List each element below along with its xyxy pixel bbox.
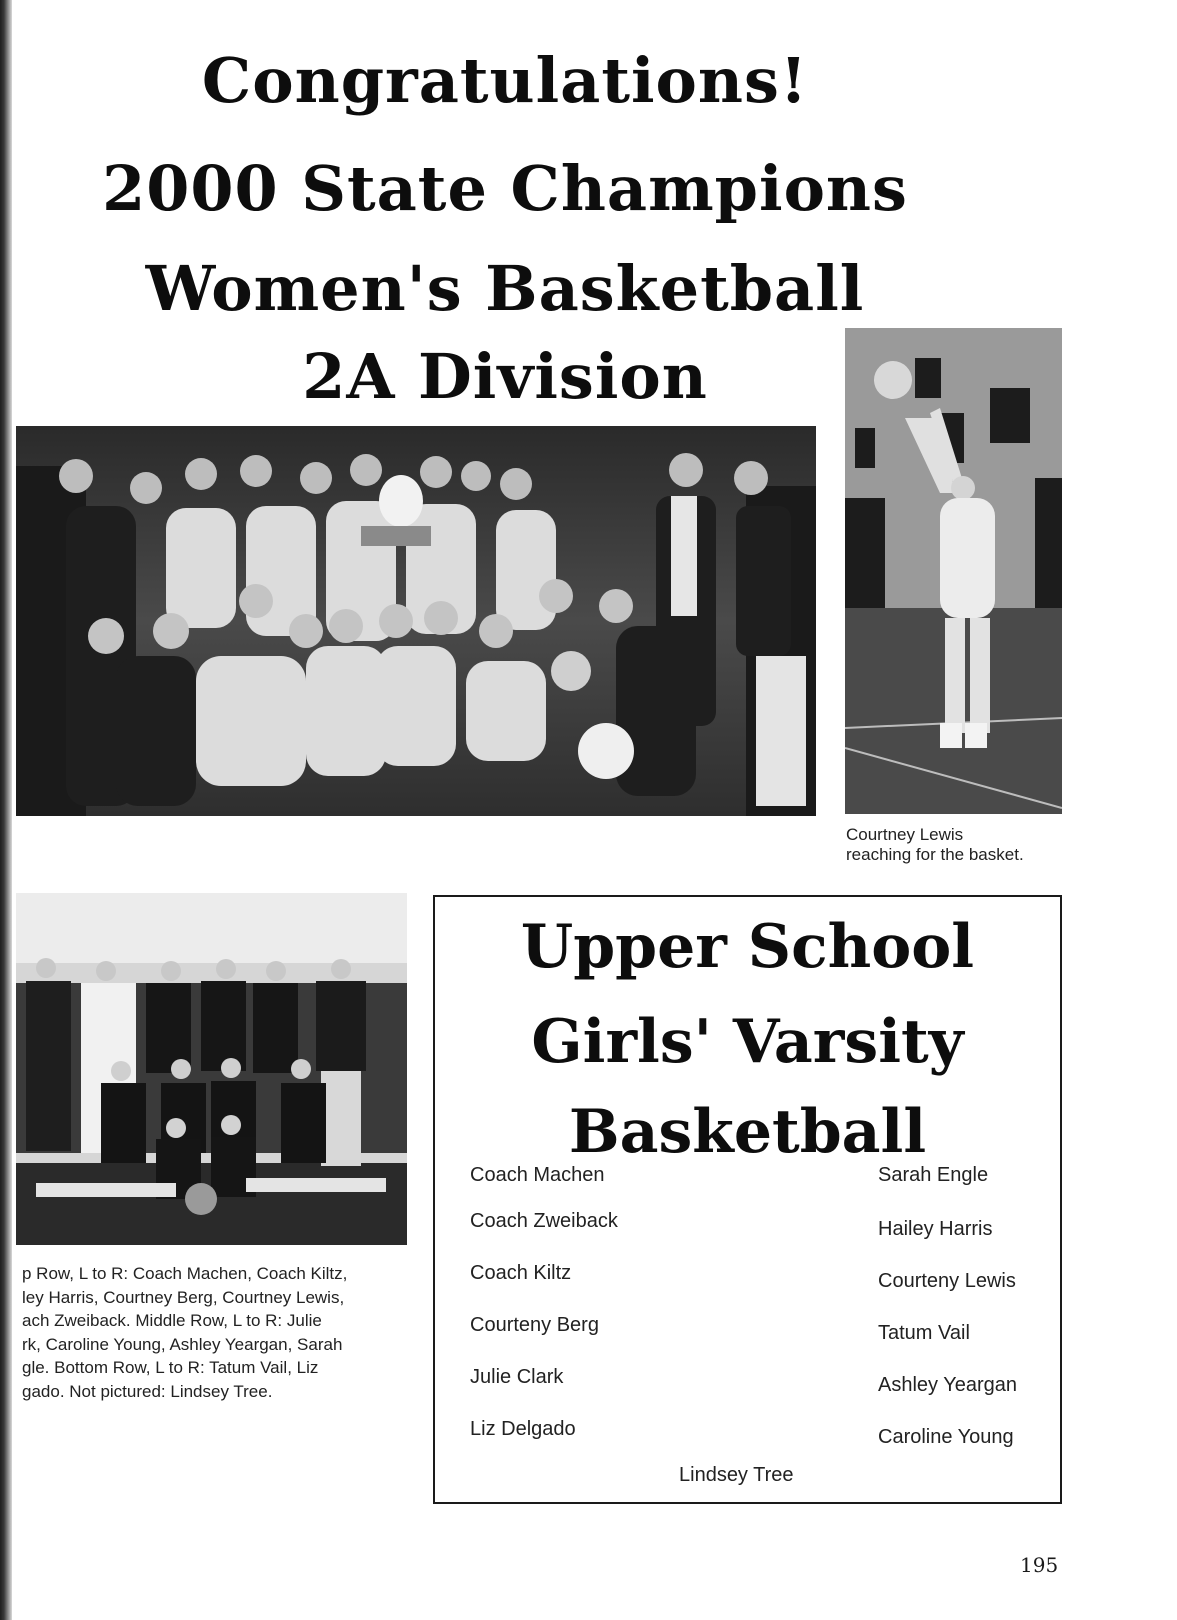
roster-name-right: Courteny Lewis bbox=[878, 1270, 1016, 1292]
roster-title-basketball: Basketball bbox=[568, 1097, 927, 1167]
page-binding-shadow bbox=[0, 0, 12, 1620]
roster-name-right: Caroline Young bbox=[878, 1426, 1014, 1448]
roster-caption-line: gle. Bottom Row, L to R: Tatum Vail, Liz bbox=[22, 1358, 319, 1377]
roster-title-upper-school: Upper School bbox=[520, 912, 975, 982]
headline-division: 2A Division bbox=[302, 340, 708, 413]
roster-caption-line: rk, Caroline Young, Ashley Yeargan, Sarah bbox=[22, 1334, 343, 1354]
roster-caption-line: ach Zweiback. Middle Row, L to R: Julie bbox=[22, 1311, 322, 1330]
roster-caption-line: p Row, L to R: Coach Machen, Coach Kiltz, bbox=[22, 1264, 348, 1283]
shooter-caption bbox=[846, 825, 1024, 865]
roster-name-left: Coach Kiltz bbox=[470, 1262, 572, 1284]
roster-name-left: Coach Machen bbox=[470, 1164, 605, 1186]
headline-state-champions: 2000 State Champions bbox=[102, 152, 908, 225]
roster-name-not-pictured: Lindsey Tree bbox=[679, 1464, 794, 1486]
roster-caption-line: ley Harris, Courtney Berg, Courtney Lewis, bbox=[22, 1287, 345, 1307]
page-number: 195 bbox=[1020, 1553, 1059, 1577]
roster-title-girls-varsity: Girls' Varsity bbox=[531, 1007, 964, 1077]
roster-name-left: Liz Delgado bbox=[470, 1418, 576, 1440]
roster-name-left: Courteny Berg bbox=[470, 1314, 599, 1336]
shooter-caption-line: reaching for the basket. bbox=[846, 845, 1024, 864]
roster-name-left: Coach Zweiback bbox=[470, 1210, 618, 1232]
varsity-team-group-photo bbox=[16, 893, 407, 1245]
roster-name-right: Sarah Engle bbox=[878, 1164, 989, 1186]
courtney-lewis-shooting-photo bbox=[845, 328, 1062, 814]
roster-box bbox=[433, 895, 1062, 1504]
roster-name-right: Hailey Harris bbox=[878, 1218, 993, 1240]
shooter-caption-line: Courtney Lewis bbox=[846, 825, 964, 844]
roster-name-right: Ashley Yeargan bbox=[878, 1374, 1018, 1396]
roster-name-left: Julie Clark bbox=[470, 1366, 564, 1388]
headline-congratulations: Congratulations! bbox=[201, 44, 809, 117]
roster-name-right: Tatum Vail bbox=[878, 1322, 970, 1344]
roster-photo-caption bbox=[22, 1262, 417, 1403]
roster-caption-line: gado. Not pictured: Lindsey Tree. bbox=[22, 1381, 273, 1401]
team-celebration-photo bbox=[16, 426, 816, 816]
headline-womens-basketball: Women's Basketball bbox=[145, 252, 865, 325]
